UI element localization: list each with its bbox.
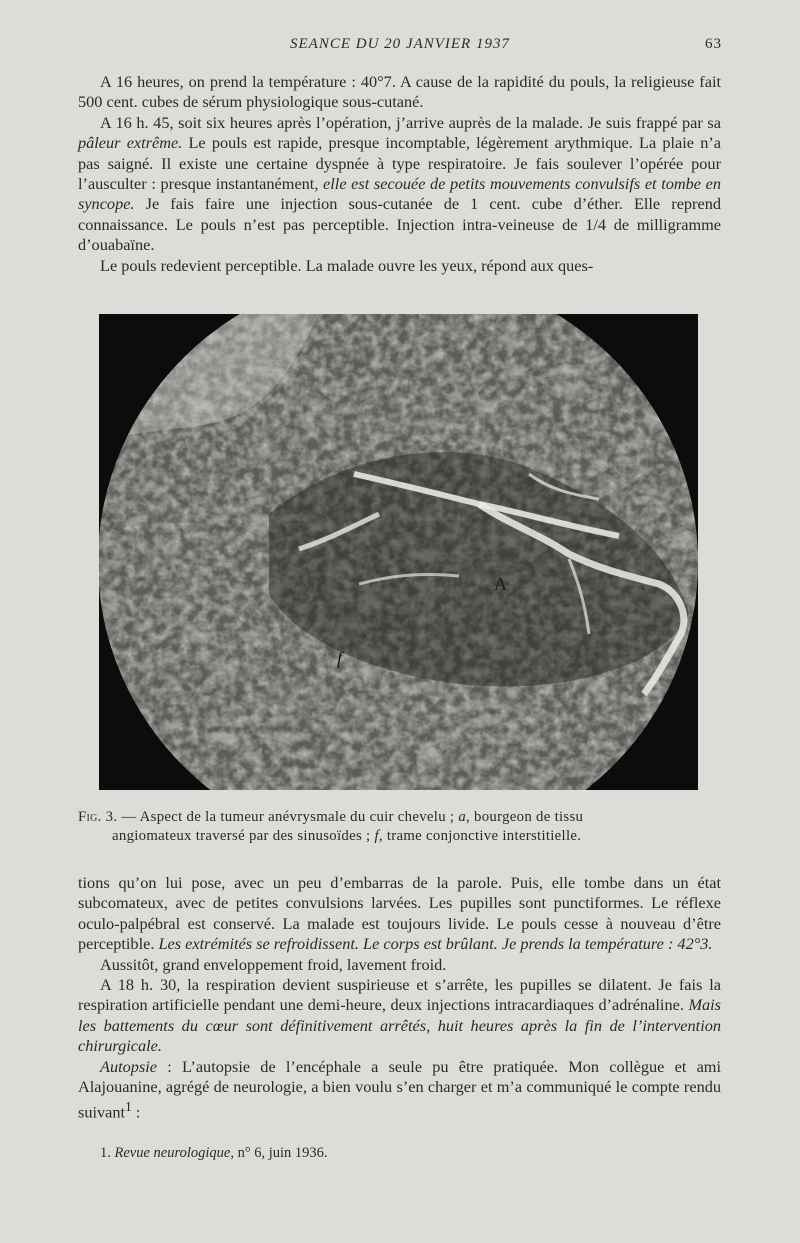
footnote-rest: , n° 6, juin 1936. [230, 1145, 328, 1161]
text-run: tions qu’on lui pose, avec un peu d’embarras de la parole. Puis, elle tombe dans un état subcomateux, avec de petites convulsions larvées. Les pupilles sont punctiformes. Le réflexe oculo-palpébral est conservé. La malade est toujours livide. Le pouls cesse à nouveau d’être perceptible. [78, 873, 721, 954]
autopsie-label: Autopsie [100, 1056, 157, 1076]
bottom-text-block [78, 873, 721, 1123]
text-run: : L’autopsie de l’encéphale a seule pu être pratiquée. Mon collègue et ami Alajouanine, agrégé de neurologie, a bien voulu s’en charger et m’a communiqué le compte rendu suivant [78, 1056, 721, 1122]
caption-line-2 [78, 827, 721, 846]
footnote-number: 1. [100, 1145, 111, 1161]
micrograph-image [99, 314, 698, 790]
text-run: A 18 h. 30, la respiration devient suspirieuse et s’arrête, les pupilles se dilatent. Je fais la respiration artificielle pendant une demi-heure, deux injections intracardiaques d’adrénaline. [78, 975, 721, 1015]
caption-text: , bourgeon de tissu [466, 809, 584, 825]
paragraph-arrival [78, 113, 721, 256]
italic-run: elle est secouée de petits mouvements convulsifs et tombe en syncope. [78, 174, 722, 214]
header-title: SEANCE DU 20 JANVIER 1937 [290, 36, 510, 52]
footnote-ref: 1 [125, 1099, 132, 1115]
footnote [100, 1144, 720, 1162]
top-text-block [78, 72, 721, 276]
italic-run: Les extrémités se refroidissent. Le corps est brûlant. Je prends la température : 42°3. [158, 934, 713, 954]
caption-text: — Aspect de la tumeur anévrysmale du cuir chevelu ; [117, 809, 459, 825]
caption-text: , trame conjonctive interstitielle. [378, 828, 582, 844]
paragraph-enveloppement: Aussitôt, grand enveloppement froid, lavement froid. [100, 954, 447, 974]
micrograph-figure [99, 314, 698, 790]
caption-symbol-f: f [374, 828, 379, 844]
italic-run: Mais les battements du cœur sont définitivement arrêtés, huit heures après la fin de l’intervention chirurgicale. [78, 995, 721, 1056]
caption-fig-label: Fig. 3. [78, 809, 118, 825]
caption-line-1 [78, 808, 721, 827]
figure-label-a: A [494, 574, 507, 594]
caption-symbol-a: a [458, 809, 467, 825]
figure-label-f: f [337, 648, 343, 668]
paragraph-continuation [78, 873, 721, 955]
paragraph-pulse: Le pouls redevient perceptible. La malade ouvre les yeux, répond aux ques- [100, 255, 594, 275]
italic-run: pâleur extrême. [78, 133, 183, 153]
text-run: A 16 h. 45, soit six heures après l’opération, j’arrive auprès de la malade. Je suis frappé par sa [100, 112, 721, 132]
text-run: : [131, 1102, 141, 1122]
text-run: Je fais faire une injection sous-cutanée de 1 cent. cube d’éther. Elle reprend connaissance. Le pouls n’est pas perceptible. Injection intra-veineuse de 1/4 de milligramme d’ouabaïne. [78, 194, 721, 255]
running-header [0, 36, 800, 56]
paragraph-respiration [78, 975, 721, 1057]
paragraph-autopsie [78, 1057, 721, 1124]
figure-caption [78, 808, 721, 846]
text-run: Le pouls est rapide, presque incomptable, légèrement arythmique. La plaie n’a pas saigné. Il existe une certaine dyspnée à type respiratoire. Je fais soulever l’opérée pour l’ausculter : presque instantanément, [78, 133, 721, 194]
page-number: 63 [705, 36, 722, 52]
caption-text: angiomateux traversé par des sinusoïdes ; [112, 828, 375, 844]
footnote-journal: Revue neurologique [114, 1145, 231, 1161]
paragraph-temperature: A 16 heures, on prend la température : 40°7. A cause de la rapidité du pouls, la religieuse fait 500 cent. cubes de sérum physiologique sous-cutané. [78, 72, 721, 112]
